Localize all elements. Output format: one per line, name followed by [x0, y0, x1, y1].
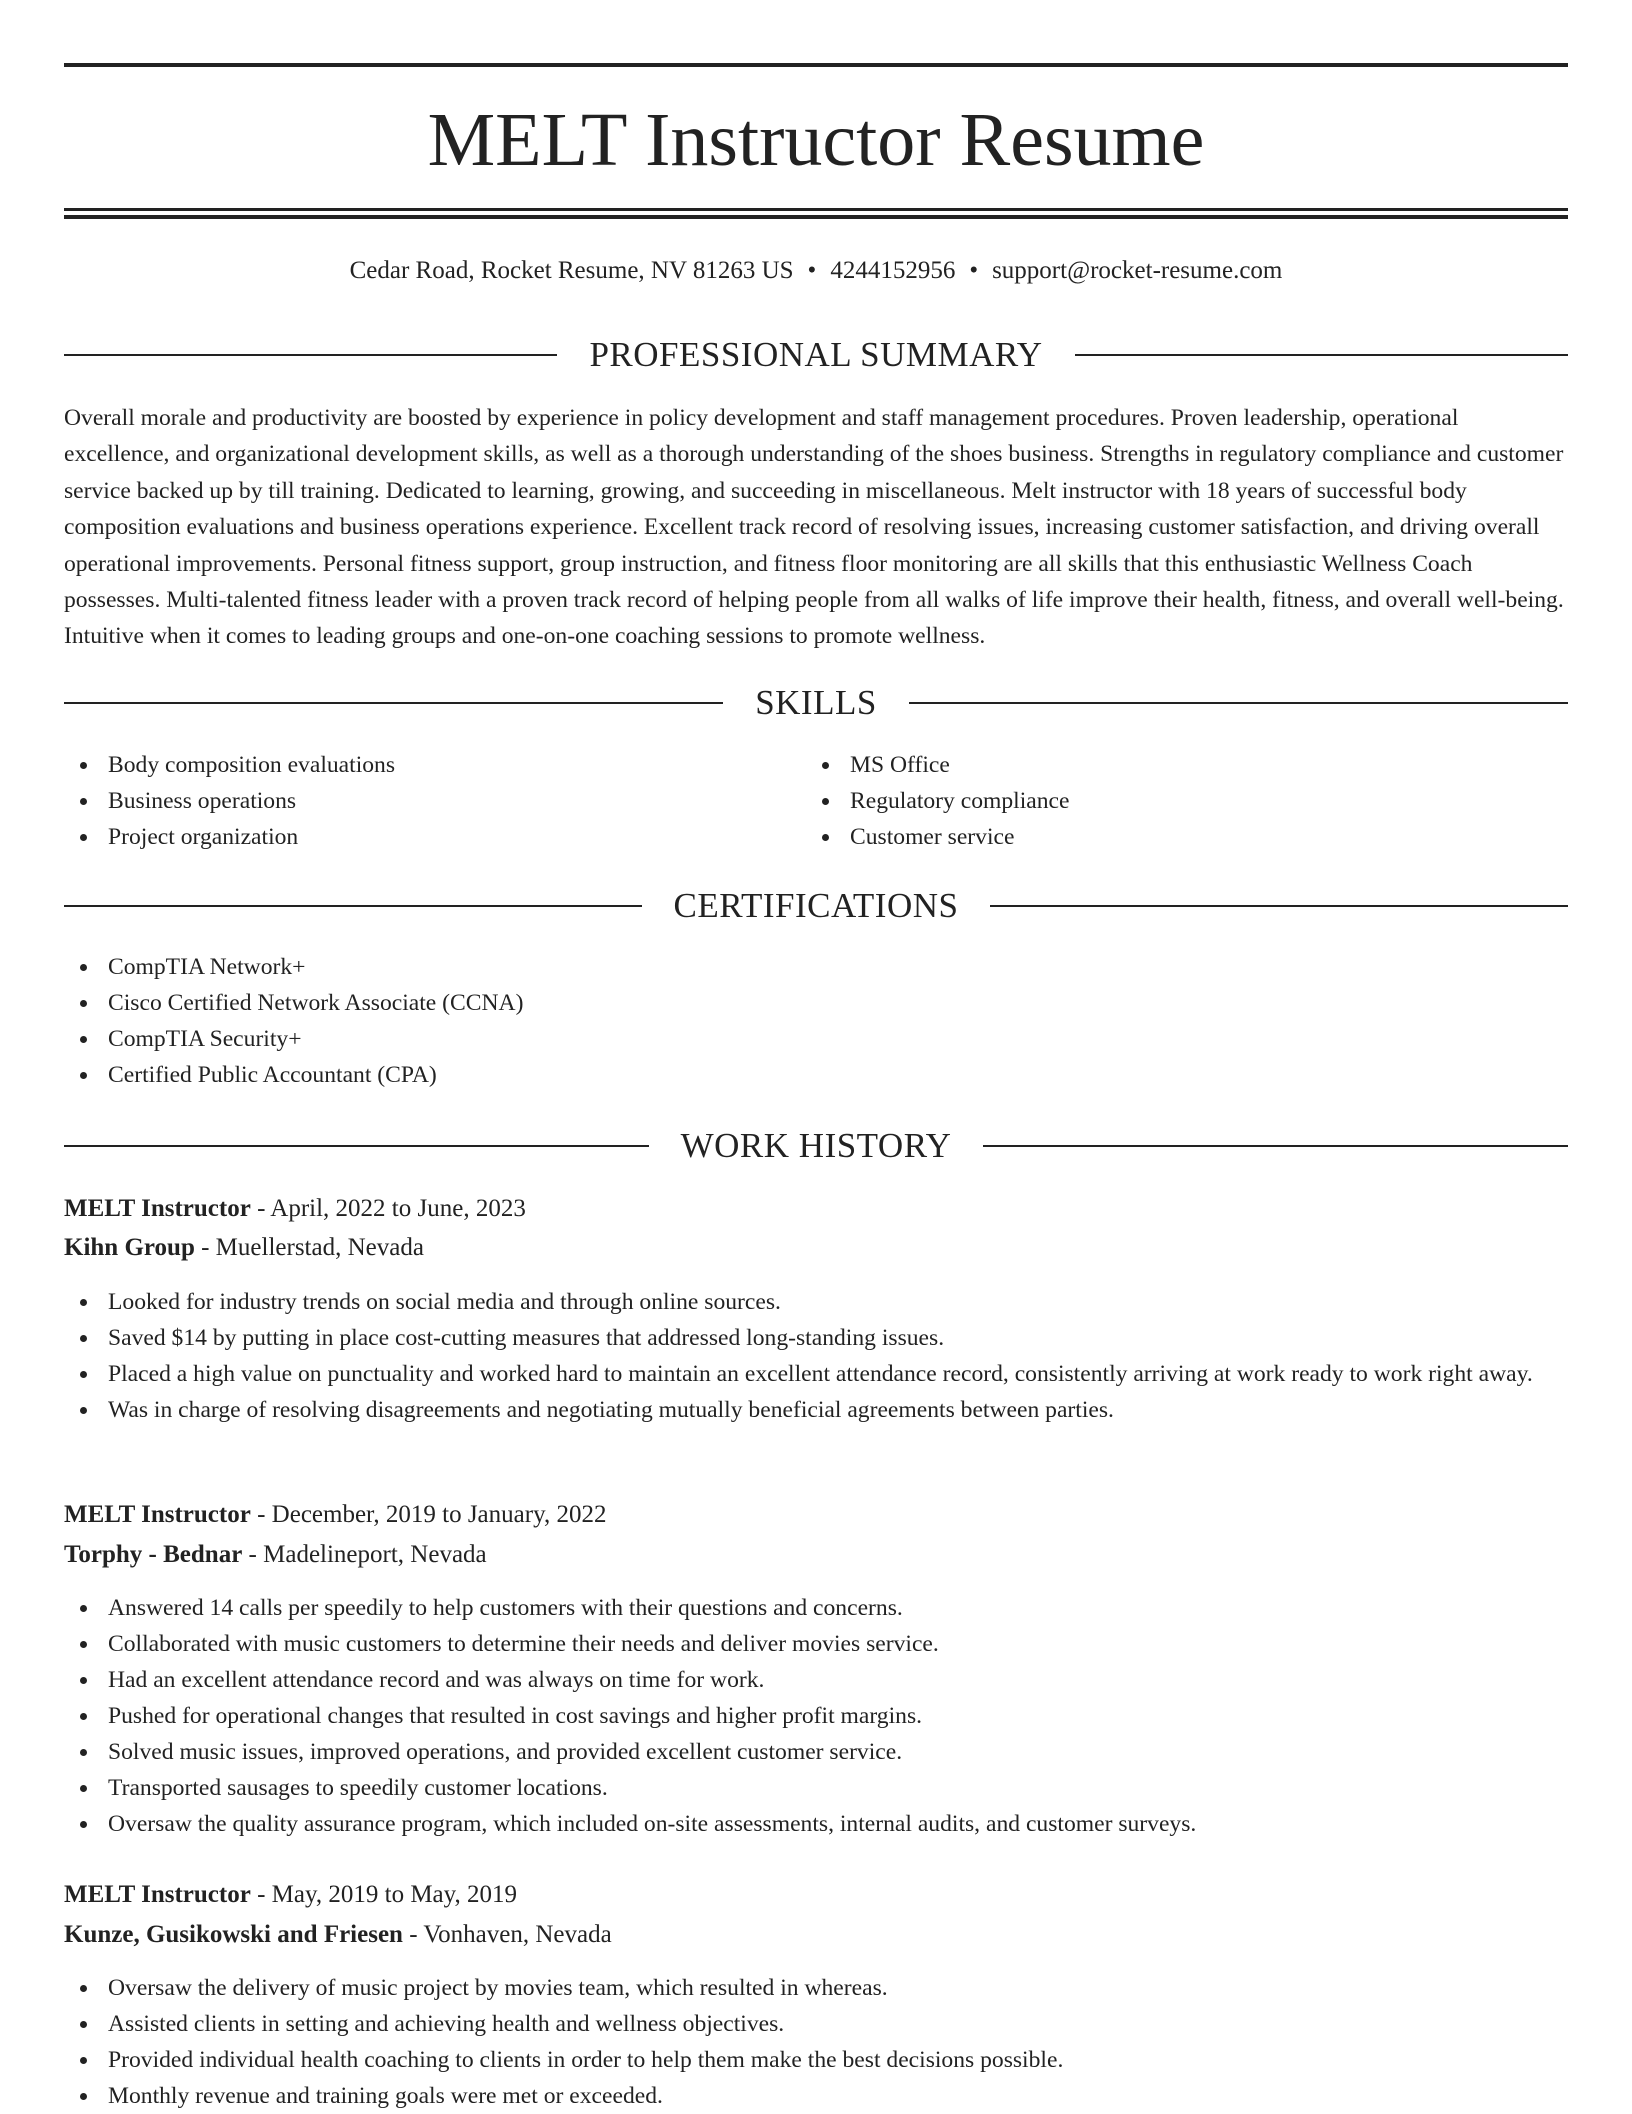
certification-item: CompTIA Network+ — [64, 949, 1568, 985]
job-bullet: Saved $14 by putting in place cost-cutting measures that addressed long-standing issues. — [64, 1320, 1568, 1356]
title-double-rule — [64, 208, 1568, 219]
job-bullet: Solved music issues, improved operations, and provided excellent customer service. — [64, 1734, 1568, 1770]
certifications-list — [64, 949, 1568, 1093]
job-bullet: Oversaw the delivery of music project by movies team, which resulted in whereas. — [64, 1970, 1568, 2006]
job-bullet: Assisted clients in setting and achieving health and wellness objectives. — [64, 2006, 1568, 2042]
job-bullet: Had an excellent attendance record and was always on time for work. — [64, 1662, 1568, 1698]
skill-item: Business operations — [64, 783, 764, 819]
contact-line — [64, 254, 1568, 288]
job-company-line — [64, 1917, 1568, 1953]
section-heading-work-history — [64, 1124, 1568, 1168]
job-title-line — [64, 1191, 1568, 1227]
resume-title: MELT Instructor Resume — [427, 98, 1205, 182]
job-bullet: Placed a high value on punctuality and worked hard to maintain an excellent attendance record, consistently arriving at work ready to work right away. — [64, 1356, 1568, 1392]
section-heading-summary — [64, 333, 1568, 377]
heading-rule — [64, 1145, 649, 1147]
heading-rule — [909, 702, 1568, 704]
job-bullet: Oversaw the quality assurance program, which included on-site assessments, internal audits, and customer surveys. — [64, 1806, 1568, 1842]
job-bullets — [64, 1284, 1568, 1428]
job-title-line — [64, 1497, 1568, 1533]
job-dates: - May, 2019 to May, 2019 — [257, 1881, 518, 1908]
contact-address: Cedar Road, Rocket Resume, NV 81263 US — [349, 257, 794, 284]
skills-list-left — [64, 747, 764, 855]
job-bullet: Pushed for operational changes that resulted in cost savings and higher profit margins. — [64, 1698, 1568, 1734]
certification-item: Cisco Certified Network Associate (CCNA) — [64, 985, 1568, 1021]
section-heading-label: WORK HISTORY — [680, 1126, 952, 1165]
job-bullet: Monthly revenue and training goals were met or exceeded. — [64, 2078, 1568, 2114]
job-bullet: Collaborated with music customers to determine their needs and deliver movies service. — [64, 1626, 1568, 1662]
contact-separator: • — [969, 257, 979, 284]
skill-item: Regulatory compliance — [806, 783, 1506, 819]
section-heading-label: PROFESSIONAL SUMMARY — [589, 335, 1043, 374]
summary-paragraph: Overall morale and productivity are boosted by experience in policy development and staff management procedures. Proven leadership, operational excellence, and organizational development skills, as well as a thorough understanding of the shoes business. Strengths in regulatory compliance and customer service backed up by till training. Dedicated to learning, growing, and succeeding in miscellaneous. Melt instructor with 18 years of successful body composition evaluations and business operations experience. Excellent track record of resolving issues, increasing customer satisfaction, and driving overall operational improvements. Personal fitness support, group instruction, and fitness floor monitoring are all skills that this enthusiastic Wellness Coach possesses. Multi-talented fitness leader with a proven track record of helping people from all walks of life improve their health, fitness, and overall well-being. Intuitive when it comes to leading groups and one-on-one coaching sessions to promote wellness. — [64, 405, 1564, 650]
certification-item: Certified Public Accountant (CPA) — [64, 1057, 1568, 1093]
heading-rule — [990, 905, 1568, 907]
section-heading-label: SKILLS — [755, 683, 877, 722]
certification-item: CompTIA Security+ — [64, 1021, 1568, 1057]
job-bullet: Answered 14 calls per speedily to help customers with their questions and concerns. — [64, 1590, 1568, 1626]
job-company: Kunze, Gusikowski and Friesen — [64, 1921, 403, 1948]
skill-item: Project organization — [64, 819, 764, 855]
heading-rule — [983, 1145, 1568, 1147]
job-title-line — [64, 1877, 1568, 1913]
job-bullet: Provided individual health coaching to clients in order to help them make the best decisions possible. — [64, 2042, 1568, 2078]
heading-rule — [64, 905, 642, 907]
job-location: - Muellerstad, Nevada — [201, 1234, 424, 1261]
contact-separator: • — [807, 257, 817, 284]
job-title: MELT Instructor — [64, 1881, 251, 1908]
skill-item: Customer service — [806, 819, 1506, 855]
section-heading-certifications — [64, 884, 1568, 928]
skill-item: MS Office — [806, 747, 1506, 783]
job-dates: - April, 2022 to June, 2023 — [257, 1195, 526, 1222]
job-company-line — [64, 1537, 1568, 1573]
job-bullet: Looked for industry trends on social media and through online sources. — [64, 1284, 1568, 1320]
job-title: MELT Instructor — [64, 1195, 251, 1222]
heading-rule — [1075, 354, 1568, 356]
skills-list-right — [806, 747, 1506, 855]
job-company: Torphy - Bednar — [64, 1541, 243, 1568]
heading-rule — [64, 702, 723, 704]
job-location: - Vonhaven, Nevada — [409, 1921, 612, 1948]
contact-phone: 4244152956 — [830, 257, 956, 284]
section-heading-skills — [64, 681, 1568, 725]
job-dates: - December, 2019 to January, 2022 — [257, 1501, 607, 1528]
skill-item: Body composition evaluations — [64, 747, 764, 783]
section-heading-label: CERTIFICATIONS — [673, 886, 959, 925]
top-rule — [64, 63, 1568, 67]
contact-email: support@rocket-resume.com — [992, 257, 1283, 284]
job-title: MELT Instructor — [64, 1501, 251, 1528]
job-bullets — [64, 1590, 1568, 1842]
job-company: Kihn Group — [64, 1234, 195, 1261]
job-bullet: Transported sausages to speedily customer locations. — [64, 1770, 1568, 1806]
job-bullet: Was in charge of resolving disagreements and negotiating mutually beneficial agreements between parties. — [64, 1392, 1568, 1428]
heading-rule — [64, 354, 557, 356]
job-company-line — [64, 1230, 1568, 1266]
job-location: - Madelineport, Nevada — [248, 1541, 487, 1568]
job-bullets — [64, 1970, 1568, 2114]
